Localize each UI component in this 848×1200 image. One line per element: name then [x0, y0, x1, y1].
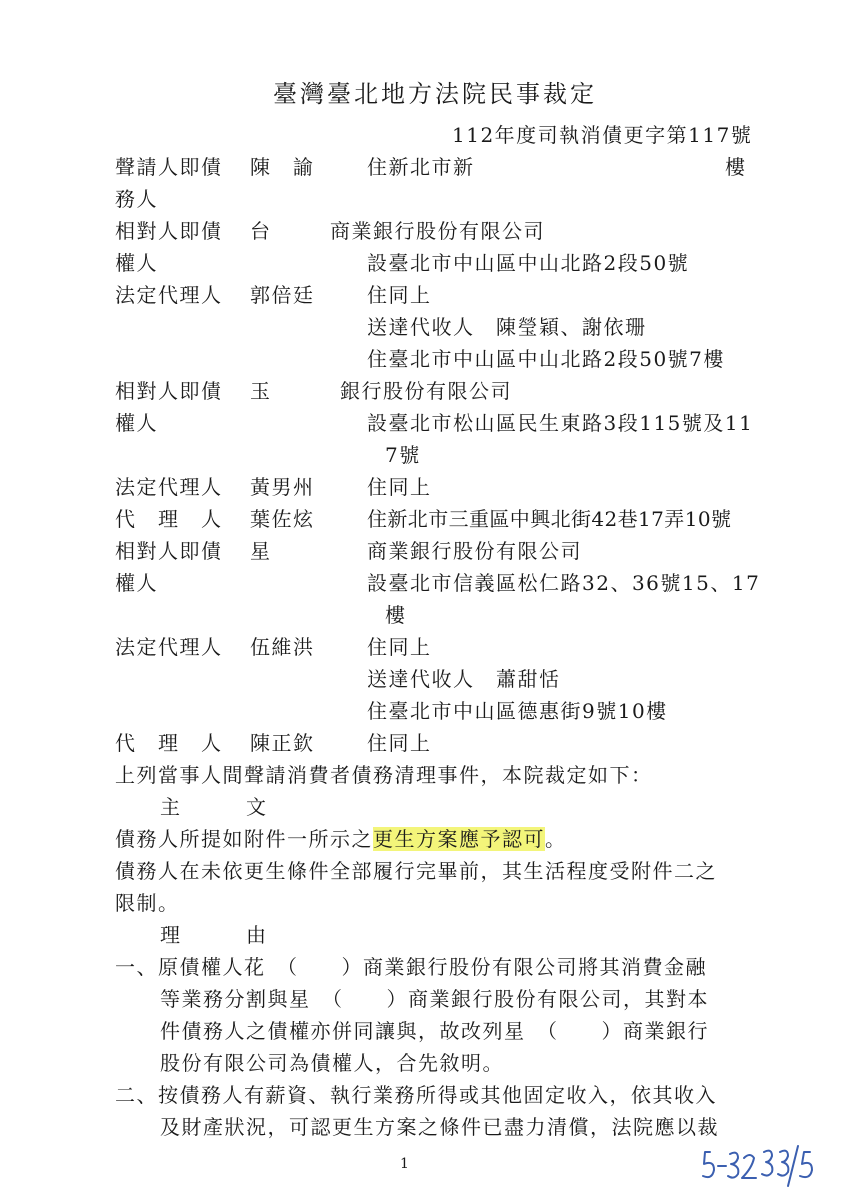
respondent2-role-cont: 權人 — [115, 411, 158, 435]
respondent3-role-cont: 權人 — [115, 571, 158, 595]
respondent1-name-a: 台 — [250, 219, 272, 243]
respondent1-rep-role: 法定代理人 — [115, 283, 223, 307]
respondent2-rep-address: 住同上 — [367, 475, 432, 499]
respondent1-name-b: 商業銀行股份有限公司 — [330, 219, 545, 243]
court-title: 臺灣臺北地方法院民事裁定 — [273, 80, 597, 108]
petitioner-name: 陳 諭 — [250, 155, 315, 179]
respondent3-proxy-address: 住同上 — [367, 731, 432, 755]
respondent1-agent-address: 住臺北市中山區中山北路2段50號7樓 — [367, 347, 725, 371]
respondent2-rep-role: 法定代理人 — [115, 475, 223, 499]
respondent3-service-agent: 送達代收人 蕭甜恬 — [367, 667, 561, 691]
respondent2-address-cont: 7號 — [385, 443, 421, 467]
respondent3-address-cont: 樓 — [385, 603, 407, 627]
petitioner-role-cont: 務人 — [115, 187, 158, 211]
respondent2-name-b: 銀行股份有限公司 — [340, 379, 512, 403]
respondent2-proxy-name: 葉佐炫 — [250, 507, 315, 531]
handwritten-annotation — [700, 1140, 830, 1190]
reason-1-line-4: 股份有限公司為債權人，合先敘明。 — [160, 1051, 504, 1075]
reason-2-line-2: 及財產狀況，可認更生方案之條件已盡力清償，法院應以裁 — [160, 1115, 719, 1139]
main-item-2: 債務人在未依更生條件全部履行完畢前，其生活程度受附件二之 — [115, 859, 717, 883]
case-number: 112年度司執消債更字第117號 — [452, 123, 753, 147]
page-number: 1 — [400, 1156, 409, 1172]
respondent3-name-a: 星 — [250, 539, 272, 563]
main-item-1 — [115, 827, 567, 851]
respondent2-proxy-address: 住新北市三重區中興北街42巷17弄10號 — [367, 507, 732, 531]
respondent1-role: 相對人即債 — [115, 219, 223, 243]
respondent3-rep-role: 法定代理人 — [115, 635, 223, 659]
main-item-1-end: 。 — [545, 827, 567, 851]
respondent1-address: 設臺北市中山區中山北路2段50號 — [367, 251, 690, 275]
reason-1-line-1: 一、原債權人花 （ ）商業銀行股份有限公司將其消費金融 — [115, 955, 707, 979]
respondent3-address: 設臺北市信義區松仁路32、36號15、17 — [367, 571, 761, 595]
respondent3-rep-address: 住同上 — [367, 635, 432, 659]
intro-paragraph: 上列當事人間聲請消費者債務清理事件，本院裁定如下： — [115, 763, 653, 787]
reason-heading: 理 由 — [160, 923, 268, 947]
respondent3-proxy-name: 陳正欽 — [250, 731, 315, 755]
respondent3-role: 相對人即債 — [115, 539, 223, 563]
petitioner-address: 住新北市新 — [367, 155, 475, 179]
respondent2-proxy-role: 代 理 人 — [115, 507, 223, 531]
respondent3-rep-name: 伍維洪 — [250, 635, 315, 659]
respondent3-agent-address: 住臺北市中山區德惠街9號10樓 — [367, 699, 668, 723]
respondent1-rep-address: 住同上 — [367, 283, 432, 307]
reason-1-line-3: 件債務人之債權亦併同讓與，故改列星 （ ）商業銀行 — [160, 1019, 709, 1043]
respondent2-rep-name: 黃男州 — [250, 475, 315, 499]
reason-1-line-2: 等業務分割與星 （ ）商業銀行股份有限公司，其對本 — [160, 987, 709, 1011]
main-heading: 主 文 — [160, 795, 268, 819]
respondent1-role-cont: 權人 — [115, 251, 158, 275]
petitioner-role: 聲請人即債 — [115, 155, 223, 179]
respondent2-name-a: 玉 — [250, 379, 272, 403]
highlighted-text: 更生方案應予認可 — [373, 827, 545, 851]
respondent1-service-agent: 送達代收人 陳瑩穎、謝依珊 — [367, 315, 647, 339]
respondent2-address: 設臺北市松山區民生東路3段115號及11 — [367, 411, 754, 435]
reason-2-line-1: 二、按債務人有薪資、執行業務所得或其他固定收入，依其收入 — [115, 1083, 717, 1107]
respondent3-proxy-role: 代 理 人 — [115, 731, 223, 755]
respondent3-name-b: 商業銀行股份有限公司 — [367, 539, 582, 563]
respondent1-rep-name: 郭倍廷 — [250, 283, 315, 307]
petitioner-address-end: 樓 — [725, 155, 747, 179]
respondent2-role: 相對人即債 — [115, 379, 223, 403]
main-item-1-text: 債務人所提如附件一所示之 — [115, 827, 373, 851]
main-item-2-cont: 限制。 — [115, 891, 180, 915]
